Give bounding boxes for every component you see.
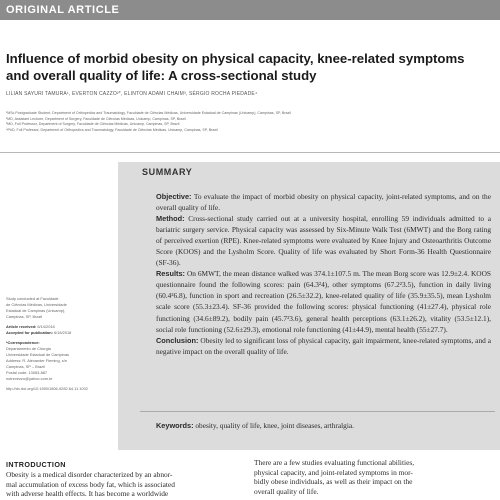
objective-label: Objective:: [156, 192, 192, 201]
correspondence-line: Departamento de Cirurgia: [6, 346, 51, 351]
abstract-conclusion: [156, 335, 491, 357]
conclusion-label: Conclusion:: [156, 335, 199, 345]
correspondence-line: Address: R. Alexander Fleming, s/n: [6, 358, 67, 363]
keywords-text: obesity, quality of life, knee, joint diseases, arthralgia.: [193, 421, 354, 430]
body-line: There are a few studies evaluating functional abilities,: [254, 458, 415, 467]
abstract-objective: [156, 191, 491, 213]
study-note-line: Campinas, SP, Brazil: [6, 314, 43, 319]
study-note-line: de Ciências Médicas, Universidade: [6, 302, 67, 307]
body-line: Obesity is a medical disorder characterized by an abnor-: [6, 470, 173, 479]
body-line: mal accumulation of excess body fat, which is associated: [6, 479, 175, 489]
body-line: overall quality of life.: [254, 486, 319, 496]
abstract-body: [156, 191, 491, 357]
correspondence-line: Postal code: 13083-887: [6, 370, 48, 375]
body-line: bidly obese individuals, as well as their impact on the: [254, 477, 413, 487]
affiliation-line: ⁴PhD, Full Professor, Department of Orthopedics and Traumatology, Faculdade de Ciências Médicas, Unicamp, Campinas, SP, Brazil: [6, 127, 218, 132]
method-text: Cross-sectional study carried out at a university hospital, enrolling 59 individuals admitted to a bariatric surgery service. Physical capacity was assessed by Six-Minute Walk Test (6MWT) and the Borg rating of perceived exertion (RPE). Knee-related symptoms were evaluated by Knee Injury and Osteoarthritis Outcome Score (KOOS) and the Lysholm Score. Quality of life was evaluated by Short Form-36 Health Questionnaire (SF-36).: [156, 214, 491, 268]
summary-heading: SUMMARY: [142, 167, 193, 177]
intro-left-column: [6, 470, 241, 499]
affiliation-line: ³MD, Full Professor, Department of Surgery, Faculdade de Ciências Médicas, Unicamp, Campinas, SP, Brazil: [6, 122, 180, 126]
affiliations: [6, 111, 476, 133]
intro-right-column: [254, 458, 494, 496]
abstract-method: [156, 213, 491, 268]
body-line: with adverse health effects. It has become a worldwide: [6, 489, 169, 499]
introduction-heading: INTRODUCTION: [6, 460, 66, 469]
method-label: Method:: [156, 214, 185, 224]
abstract-results: [156, 268, 491, 334]
results-text: On 6MWT, the mean distance walked was 374.1±107.5 m. The mean Borg score was 12.9±2.4. KOOS questionnaire found the following scores: pain (64.3²4), other symptoms (67.2²3.5), function in daily living (60.4²6.8), function in sport and recreation (26.5±32.2), knee-related quality of life (35.9±35.5), mean Lysholm scale score (55.3±23.4). SF-36 provided the following scores: physical functioning (41±27.4), physical role functioning (34.6±89.2), bodily pain (45.7²3.6), general health perceptions (63.1±26.2), vitality (53.5±12.1), social role functioning (52.6±29.3), emotional role functioning (41±44.9), mental health (55±27.7).: [156, 269, 491, 334]
received-date: 6/14/2018: [37, 324, 55, 329]
correspondence-label: *Correspondence:: [6, 340, 40, 345]
header-divider: [0, 152, 500, 153]
correspondence-line: Campinas, SP – Brazil: [6, 364, 45, 369]
body-line: physical capacity, and joint-related symptoms in mor-: [254, 467, 413, 477]
keywords-label: Keywords:: [156, 421, 194, 430]
study-note-line: Study conducted at Faculdade: [6, 296, 59, 301]
correspondence-email[interactable]: notrevezzo@yahoo.com.br: [6, 376, 53, 381]
section-header-band: [0, 0, 500, 20]
study-note-line: Estadual de Campinas (Unicamp),: [6, 308, 66, 313]
accepted-label: Accepted for publication:: [6, 330, 53, 335]
article-sidebar: [6, 296, 106, 392]
keywords: [156, 421, 491, 430]
keywords-divider: [140, 411, 495, 412]
article-title: Influence of morbid obesity on physical capacity, knee-related symptoms and overall quality of life: A cross-sectional study: [6, 51, 465, 83]
section-label: ORIGINAL ARTICLE: [6, 4, 120, 16]
results-label: Results:: [156, 269, 185, 279]
objective-text: To evaluate the impact of morbid obesity on physical capacity, joint-related symptoms, and on the overall quality of life.: [156, 192, 491, 213]
doi-link[interactable]: http://dx.doi.org/10.1590/1806-9282.64.11.1002: [6, 386, 88, 391]
correspondence-line: Universidade Estadual de Campinas: [6, 352, 69, 357]
conclusion-text: Obesity led to significant loss of physical capacity, gait impairment, knee-related symptoms, and a negative impact on the overall quality of life.: [156, 335, 491, 356]
accepted-date: 6/18/2018: [54, 330, 72, 335]
author-list: LILIAN SAYURI TAMURA¹, EVERTON CAZZO²*, ELINTON ADAMI CHAIM³, SÉRGIO ROCHA PIEDADE⁴: [6, 91, 258, 97]
affiliation-line: ²MD, Assistant Lecturer, Department of Surgery, Faculdade de Ciências Médicas, Unicamp, Campinas, SP, Brazil: [6, 116, 186, 121]
affiliation-line: ¹MSc Postgraduate Student, Department of Orthopedics and Traumatology, Faculdade de Ciências Médicas, Universidade Estadual de Campinas (Unicamp), Campinas, SP, Brazil: [6, 111, 291, 115]
received-label: Article received:: [6, 324, 37, 329]
